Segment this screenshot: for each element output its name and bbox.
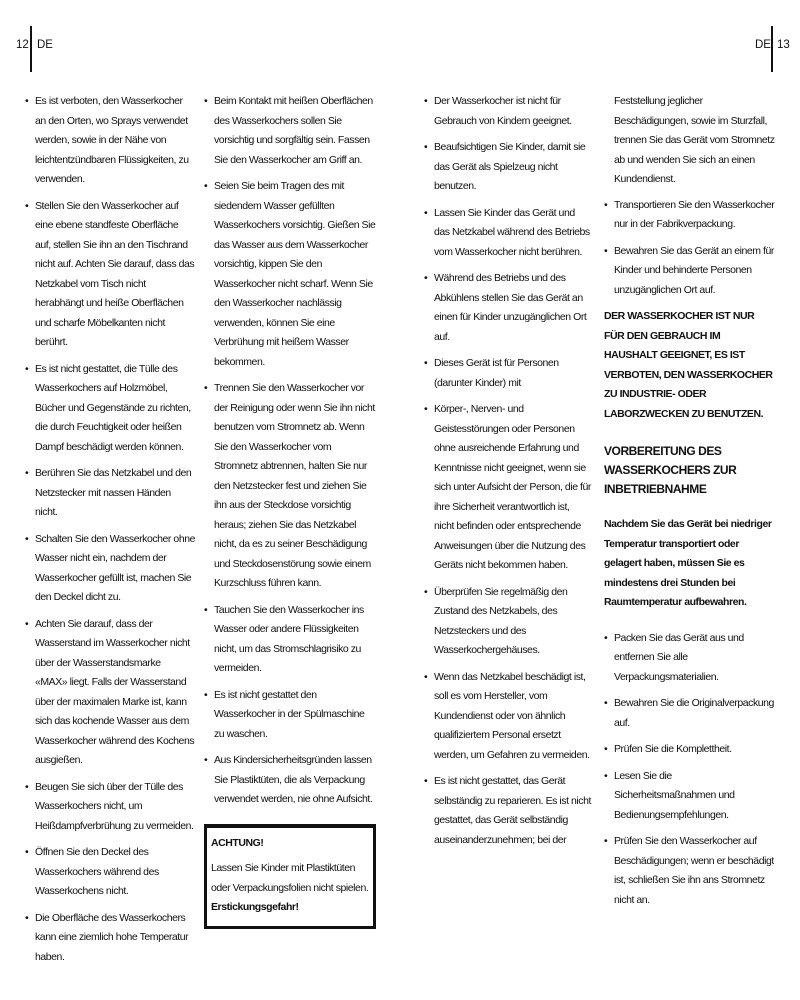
- list-item: • Während des Betriebs und des Abkühlens stellen Sie das Gerät an einen für Kinder unzugänglichen Ort auf.: [424, 269, 591, 347]
- header-divider: [30, 26, 32, 72]
- list-item: • Öffnen Sie den Deckel des Wasserkochers während des Wasserkochens nicht.: [25, 843, 195, 902]
- list-item: • Transportieren Sie den Wasserkocher nur in der Fabrikverpackung.: [604, 196, 776, 235]
- section-intro: Nachdem Sie das Gerät bei niedriger Temperatur transportiert oder gelagert haben, müssen Sie es mindestens drei Stunden bei Raumtemperatur aufbewahren.: [604, 518, 772, 608]
- list-item: • Berühren Sie das Netzkabel und den Netzstecker mit nassen Händen nicht.: [25, 464, 195, 523]
- column-4: [604, 92, 776, 917]
- warning-emphasis: Erstickungsgefahr!: [211, 901, 299, 913]
- safety-list: [204, 92, 376, 810]
- list-item: • Bewahren Sie die Originalverpackung auf.: [604, 694, 776, 733]
- column-1: [25, 92, 195, 974]
- list-item: • Es ist nicht gestattet, die Tülle des Wasserkochers auf Holzmöbel, Bücher und Gegenstände zu richten, die durch Feuchtigkeit oder heißen Dampf beschädigt werden können.: [25, 360, 195, 458]
- list-item: • Beaufsichtigen Sie Kinder, damit sie das Gerät als Spielzeug nicht benutzen.: [424, 138, 591, 197]
- header-divider: [771, 26, 773, 72]
- warning-title: ACHTUNG!: [211, 836, 264, 849]
- list-item: • Beugen Sie sich über der Tülle des Wasserkochers nicht, um Heißdampfverbrühung zu vermeiden.: [25, 778, 195, 837]
- list-item: • Beim Kontakt mit heißen Oberflächen des Wasserkochers sollen Sie vorsichtig und sorgfältig sein. Fassen Sie den Wasserkocher am Griff an.: [204, 92, 376, 170]
- list-item: • Der Wasserkocher ist nicht für Gebrauch von Kindern geeignet.: [424, 92, 591, 131]
- warning-body: Lassen Sie Kinder mit Plastiktüten oder Verpackungsfolien nicht spielen.: [211, 862, 369, 894]
- continued-paragraph: Feststellung jeglicher Beschädigungen, sowie im Sturzfall, trennen Sie das Gerät vom Stromnetz ab und wenden Sie sich an einen Kundendienst.: [614, 95, 775, 185]
- list-item: • Bewahren Sie das Gerät an einem für Kinder und behinderte Personen unzugänglichen Ort auf.: [604, 242, 776, 301]
- safety-list: [604, 196, 776, 301]
- left-language-label: DE: [37, 39, 53, 51]
- list-item: • Tauchen Sie den Wasserkocher ins Wasser oder andere Flüssigkeiten nicht, um das Stromschlagrisiko zu vermeiden.: [204, 601, 376, 679]
- list-item: • Lesen Sie die Sicherheitsmaßnahmen und Bedienungsempfehlungen.: [604, 767, 776, 826]
- safety-list: [25, 92, 195, 967]
- column-2: [204, 92, 376, 929]
- left-page-number: 12: [16, 39, 29, 51]
- list-item: • Es ist nicht gestattet, das Gerät selbständig zu reparieren. Es ist nicht gestattet, das Gerät selbständig auseinanderzunehmen; bei der: [424, 772, 591, 850]
- warning-text: [211, 859, 369, 918]
- column-3: [424, 92, 591, 857]
- list-item: • Lassen Sie Kinder das Gerät und das Netzkabel während des Betriebs vom Wasserkocher nicht berühren.: [424, 204, 591, 263]
- list-item: • Dieses Gerät ist für Personen (darunter Kinder) mit: [424, 354, 591, 393]
- list-item: • Überprüfen Sie regelmäßig den Zustand des Netzkabels, des Netzsteckers und des Wasserkochergehäuses.: [424, 583, 591, 661]
- list-item: • Wenn das Netzkabel beschädigt ist, soll es vom Hersteller, vom Kundendienst oder von ähnlich qualifiziertem Personal ersetzt werden, um Gefahren zu vermeiden.: [424, 668, 591, 766]
- right-language-label: DE: [755, 39, 771, 51]
- right-page-number: 13: [777, 39, 790, 51]
- list-item: • Schalten Sie den Wasserkocher ohne Wasser nicht ein, nachdem der Wasserkocher gefüllt ist, machen Sie den Deckel dicht zu.: [25, 530, 195, 608]
- list-item: • Prüfen Sie den Wasserkocher auf Beschädigungen; wenn er beschädigt ist, schließen Sie ihn ans Stromnetz nicht an.: [604, 832, 776, 910]
- household-use-note: DER WASSERKOCHER IST NUR FÜR DEN GEBRAUCH IM HAUSHALT GEEIGNET, ES IST VERBOTEN, DEN WASSERKOCHER ZU INDUSTRIE- ODER LABORZWECKEN ZU BENUTZEN.: [604, 310, 773, 420]
- list-item: • Achten Sie darauf, dass der Wasserstand im Wasserkocher nicht über der Wasserstandsmarke «MAX» liegt. Falls der Wasserstand über der maximalen Marke ist, kann sich das kochende Wasser aus dem Wasserkocher während des Kochens ausgießen.: [25, 615, 195, 771]
- list-item: • Stellen Sie den Wasserkocher auf eine ebene standfeste Oberfläche auf, stellen Sie ihn an den Tischrand nicht auf. Achten Sie darauf, dass das Netzkabel vom Tisch nicht herabhängt und heiße Oberflächen und scharfe Möbelkanten nicht berührt.: [25, 197, 195, 353]
- section-heading: VORBEREITUNG DES WASSERKOCHERS ZUR INBETRIEBNAHME: [604, 444, 737, 496]
- safety-list: [424, 92, 591, 850]
- list-item: • Packen Sie das Gerät aus und entfernen Sie alle Verpackungsmaterialien.: [604, 629, 776, 688]
- list-item: • Es ist verboten, den Wasserkocher an den Orten, wo Sprays verwendet werden, sowie in der Nähe von leichtentzündbaren Flüssigkeiten, zu verwenden.: [25, 92, 195, 190]
- list-item: • Trennen Sie den Wasserkocher vor der Reinigung oder wenn Sie ihn nicht benutzen vom Stromnetz ab. Wenn Sie den Wasserkocher vom Stromnetz abtrennen, halten Sie nur den Netzstecker fest und ziehen Sie ihn aus der Steckdose vorsichtig heraus; ziehen Sie das Netzkabel nicht, da es zu seiner Beschädigung und Steckdosenstörung sowie einem Kurzschluss führen kann.: [204, 379, 376, 594]
- list-item: • Prüfen Sie die Komplettheit.: [604, 740, 776, 760]
- list-item: • Die Oberfläche des Wasserkochers kann eine ziemlich hohe Temperatur haben.: [25, 909, 195, 968]
- list-item: • Aus Kindersicherheitsgründen lassen Sie Plastiktüten, die als Verpackung verwendet werden, nie ohne Aufsicht.: [204, 751, 376, 810]
- warning-box: [204, 824, 376, 929]
- list-item: • Seien Sie beim Tragen des mit siedendem Wasser gefüllten Wasserkochers vorsichtig. Gießen Sie das Wasser aus dem Wasserkocher vorsichtig, kippen Sie den Wasserkocher nicht scharf. Wenn Sie den Wasserkocher nachlässig verwenden, können Sie eine Verbrühung mit heißem Wasser bekommen.: [204, 177, 376, 372]
- preparation-list: [604, 629, 776, 911]
- list-item: • Körper-, Nerven- und Geistesstörungen oder Personen ohne ausreichende Erfahrung und Kenntnisse nicht geeignet, wenn sie sich unter Aufsicht der Person, die für ihre Sicherheit verantwortlich ist, nicht befinden oder entsprechende Anweisungen über die Nutzung des Geräts nicht bekommen haben.: [424, 400, 591, 576]
- list-item: • Es ist nicht gestattet den Wasserkocher in der Spülmaschine zu waschen.: [204, 686, 376, 745]
